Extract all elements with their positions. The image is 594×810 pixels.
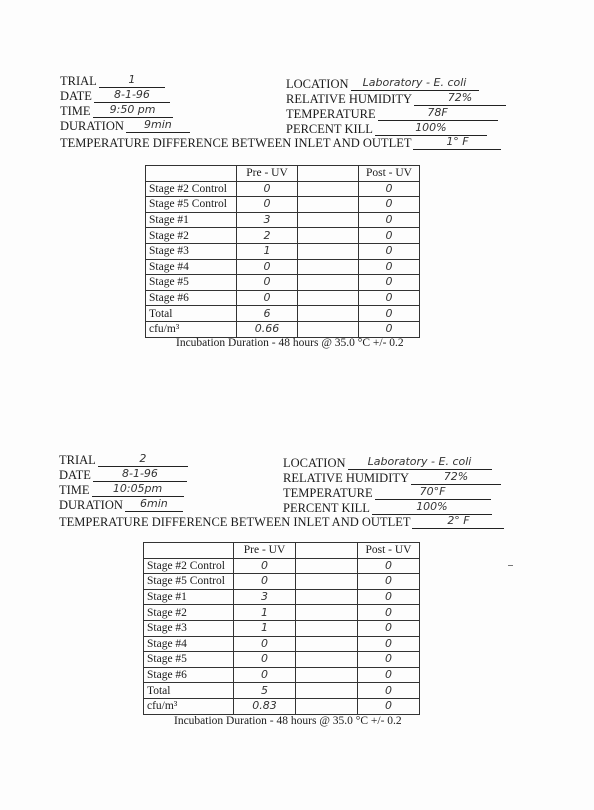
pre-uv-cell: 1 (234, 605, 296, 621)
temperature-label: TEMPERATURE (286, 107, 376, 121)
table-row (144, 698, 420, 714)
stage-cell: Stage #3 (144, 620, 234, 636)
time-label: TIME (60, 104, 91, 118)
table-row (144, 667, 420, 683)
post-uv-cell: 0 (359, 197, 420, 213)
post-uv-cell: 0 (359, 275, 420, 291)
table-row (144, 652, 420, 668)
blank-cell (298, 243, 359, 259)
pre-uv-cell: 6 (237, 306, 298, 322)
percent-kill-label: PERCENT KILL (286, 122, 373, 136)
blank-cell (298, 228, 359, 244)
header-stage (146, 166, 237, 182)
post-uv-cell: 0 (358, 558, 420, 574)
table-row (146, 275, 420, 291)
blank-cell (296, 605, 358, 621)
temperature-field (283, 486, 491, 500)
blank-cell (298, 290, 359, 306)
percent-kill-value: 100% (372, 501, 492, 515)
stage-cell: Stage #4 (146, 259, 237, 275)
pre-uv-cell: 0 (234, 652, 296, 668)
pre-uv-cell: 0 (237, 259, 298, 275)
post-uv-cell: 0 (358, 589, 420, 605)
time-field (59, 483, 184, 497)
stage-cell: Stage #2 (146, 228, 237, 244)
results-table (145, 165, 420, 338)
temperature-value: 70°F (375, 486, 491, 500)
post-uv-cell: 0 (359, 259, 420, 275)
table-row (144, 620, 420, 636)
blank-cell (296, 558, 358, 574)
trial-value: 1 (99, 74, 165, 88)
post-uv-cell: 0 (358, 698, 420, 714)
pre-uv-cell: 0.83 (234, 698, 296, 714)
stage-cell: Total (146, 306, 237, 322)
table-header-row (146, 166, 420, 182)
post-uv-cell: 0 (359, 181, 420, 197)
table-row (144, 589, 420, 605)
table-row (146, 290, 420, 306)
table-row (144, 605, 420, 621)
pre-uv-cell: 0 (234, 667, 296, 683)
trial-label: TRIAL (60, 74, 97, 88)
location-field (286, 77, 479, 91)
incubation-note: Incubation Duration - 48 hours @ 35.0 °C +/- 0.2 (174, 715, 402, 727)
pre-uv-cell: 2 (237, 228, 298, 244)
humidity-value: 72% (411, 471, 501, 485)
stage-cell: Total (144, 683, 234, 699)
stage-cell: cfu/m³ (146, 321, 237, 337)
header-pre-uv: Pre - UV (234, 543, 296, 559)
temperature-field (286, 107, 498, 121)
pre-uv-cell: 0.66 (237, 321, 298, 337)
post-uv-cell: 0 (358, 574, 420, 590)
pre-uv-cell: 5 (234, 683, 296, 699)
stage-cell: Stage #5 (146, 275, 237, 291)
location-value: Laboratory - E. coli (351, 77, 479, 91)
stage-cell: Stage #6 (146, 290, 237, 306)
stage-cell: Stage #1 (146, 212, 237, 228)
date-value: 8-1-96 (93, 468, 187, 482)
time-label: TIME (59, 483, 90, 497)
duration-field (60, 119, 190, 133)
blank-cell (296, 683, 358, 699)
stage-cell: Stage #2 Control (146, 181, 237, 197)
location-label: LOCATION (283, 456, 346, 470)
date-value: 8-1-96 (94, 89, 170, 103)
post-uv-cell: 0 (359, 228, 420, 244)
header-blank (298, 166, 359, 182)
trial-2-section (0, 380, 594, 780)
stage-cell: Stage #4 (144, 636, 234, 652)
percent-kill-label: PERCENT KILL (283, 501, 370, 515)
pre-uv-cell: 3 (237, 212, 298, 228)
post-uv-cell: 0 (359, 321, 420, 337)
date-field (60, 89, 170, 103)
trial-label: TRIAL (59, 453, 96, 467)
humidity-field (283, 471, 501, 485)
table-row (144, 683, 420, 699)
location-label: LOCATION (286, 77, 349, 91)
stage-cell: Stage #2 (144, 605, 234, 621)
trial-1-section (0, 0, 594, 400)
duration-value: 6min (125, 498, 183, 512)
location-field (283, 456, 492, 470)
blank-cell (298, 181, 359, 197)
duration-label: DURATION (59, 498, 123, 512)
pre-uv-cell: 1 (237, 243, 298, 259)
table-row (146, 181, 420, 197)
header-blank (296, 543, 358, 559)
pre-uv-cell: 1 (234, 620, 296, 636)
header-stage (144, 543, 234, 559)
pre-uv-cell: 0 (234, 636, 296, 652)
blank-cell (298, 321, 359, 337)
percent-kill-field (286, 122, 487, 136)
pre-uv-cell: 0 (237, 181, 298, 197)
temperature-label: TEMPERATURE (283, 486, 373, 500)
blank-cell (296, 574, 358, 590)
pre-uv-cell: 0 (234, 558, 296, 574)
post-uv-cell: 0 (358, 667, 420, 683)
table-row (146, 243, 420, 259)
table-body (144, 558, 420, 714)
table-row (146, 306, 420, 322)
incubation-note: Incubation Duration - 48 hours @ 35.0 °C +/- 0.2 (176, 337, 404, 349)
stage-cell: Stage #1 (144, 589, 234, 605)
post-uv-cell: 0 (358, 652, 420, 668)
table-header-row (144, 543, 420, 559)
temp-diff-label: TEMPERATURE DIFFERENCE BETWEEN INLET AND OUTLET (59, 515, 411, 529)
blank-cell (298, 306, 359, 322)
post-uv-cell: 0 (359, 290, 420, 306)
pre-uv-cell: 3 (234, 589, 296, 605)
trial-field (59, 453, 188, 467)
stray-mark (508, 565, 513, 566)
post-uv-cell: 0 (358, 605, 420, 621)
stage-cell: Stage #5 (144, 652, 234, 668)
table-row (146, 197, 420, 213)
humidity-label: RELATIVE HUMIDITY (283, 471, 410, 485)
stage-cell: Stage #3 (146, 243, 237, 259)
temp-diff-field (59, 515, 504, 529)
time-field (60, 104, 173, 118)
trial-value: 2 (98, 453, 188, 467)
stage-cell: cfu/m³ (144, 698, 234, 714)
location-value: Laboratory - E. coli (348, 456, 492, 470)
date-label: DATE (60, 89, 92, 103)
post-uv-cell: 0 (359, 243, 420, 259)
blank-cell (298, 275, 359, 291)
date-field (59, 468, 187, 482)
pre-uv-cell: 0 (237, 197, 298, 213)
duration-field (59, 498, 183, 512)
time-value: 9:50 pm (93, 104, 173, 118)
date-label: DATE (59, 468, 91, 482)
table-row (144, 636, 420, 652)
blank-cell (296, 589, 358, 605)
duration-value: 9min (126, 119, 190, 133)
duration-label: DURATION (60, 119, 124, 133)
stage-cell: Stage #5 Control (144, 574, 234, 590)
table-row (144, 574, 420, 590)
pre-uv-cell: 0 (234, 574, 296, 590)
header-post-uv: Post - UV (359, 166, 420, 182)
blank-cell (296, 620, 358, 636)
post-uv-cell: 0 (358, 620, 420, 636)
pre-uv-cell: 0 (237, 275, 298, 291)
percent-kill-value: 100% (375, 122, 487, 136)
post-uv-cell: 0 (359, 306, 420, 322)
temp-diff-value: 2° F (412, 515, 504, 529)
table-row (144, 558, 420, 574)
table-body (146, 181, 420, 337)
stage-cell: Stage #5 Control (146, 197, 237, 213)
stage-cell: Stage #6 (144, 667, 234, 683)
table-row (146, 259, 420, 275)
temperature-value: 78F (378, 107, 498, 121)
blank-cell (298, 259, 359, 275)
results-table (143, 542, 420, 715)
blank-cell (296, 652, 358, 668)
percent-kill-field (283, 501, 492, 515)
trial-field (60, 74, 165, 88)
blank-cell (296, 636, 358, 652)
stage-cell: Stage #2 Control (144, 558, 234, 574)
table-row (146, 212, 420, 228)
temp-diff-field (60, 136, 501, 150)
blank-cell (296, 698, 358, 714)
blank-cell (298, 212, 359, 228)
humidity-value: 72% (414, 92, 506, 106)
pre-uv-cell: 0 (237, 290, 298, 306)
table-row (146, 321, 420, 337)
blank-cell (296, 667, 358, 683)
time-value: 10:05pm (92, 483, 184, 497)
temp-diff-label: TEMPERATURE DIFFERENCE BETWEEN INLET AND OUTLET (60, 136, 412, 150)
post-uv-cell: 0 (358, 636, 420, 652)
header-post-uv: Post - UV (358, 543, 420, 559)
humidity-label: RELATIVE HUMIDITY (286, 92, 413, 106)
blank-cell (298, 197, 359, 213)
humidity-field (286, 92, 506, 106)
post-uv-cell: 0 (359, 212, 420, 228)
table-row (146, 228, 420, 244)
post-uv-cell: 0 (358, 683, 420, 699)
temp-diff-value: 1° F (413, 136, 501, 150)
header-pre-uv: Pre - UV (237, 166, 298, 182)
